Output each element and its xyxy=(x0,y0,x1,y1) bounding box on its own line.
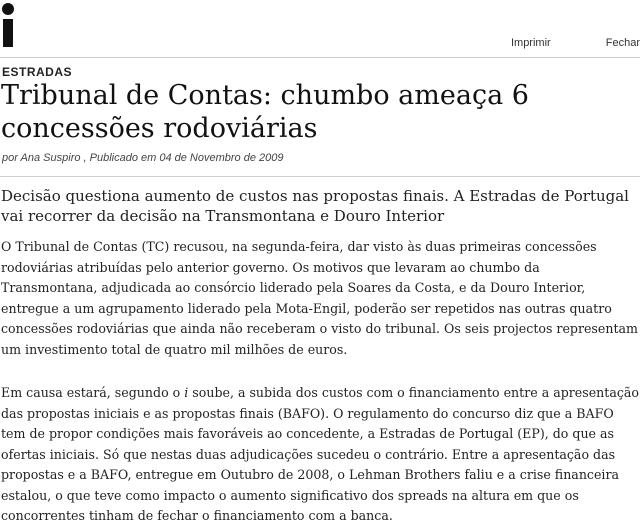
newspaper-logo xyxy=(2,3,14,47)
article-byline: por Ana Suspiro , Publicado em 04 de Novembro de 2009 xyxy=(2,152,284,164)
byline-divider xyxy=(0,176,640,177)
article-lead: Decisão questiona aumento de custos nas propostas finais. A Estradas de Portugal vai recorrer da decisão na Transmontana e Douro Interior xyxy=(1,187,629,225)
section-label: ESTRADAS xyxy=(2,65,73,79)
top-links xyxy=(459,37,640,49)
paragraph-2-text-end: soube, a subida dos custos com o financiamento entre a apresentação das propostas iniciais e as propostas finais (BAFO). O regulamento do concurso diz que a BAFO tem de propor condições mais favoráveis ao concedente, a Estradas de Portugal (EP), do que as ofertas iniciais. Só que nestas duas adjudicações sucedeu o contrário. Entre a apresentação das propostas e a BAFO, entregue em Outubro de 2008, o Lehman Brothers faliu e a crise financeira estalou, o que teve como impacto o aumento significativo dos spreads na altura em que os concorrentes tinham de fechar o financiamento com a banca. xyxy=(1,385,639,523)
article-paragraph-2 xyxy=(1,383,639,527)
close-link[interactable]: Fechar xyxy=(605,37,640,49)
article-paragraph-1: O Tribunal de Contas (TC) recusou, na segunda-feira, dar visto às duas primeiras concessões rodoviárias atribuídas pelo anterior governo. Os motivos que levaram ao chumbo da Transmontana, adjudicada ao consórcio liderado pela Soares da Costa, e da Douro Interior, entregue a um agrupamento liderado pela Mota-Engil, poderão ser repetidos nas outras quatro concessões rodoviárias que ainda não receberam o visto do tribunal. Os seis projectos representam um investimento total de quatro mil milhões de euros. xyxy=(1,239,638,357)
print-link[interactable]: Imprimir xyxy=(510,37,551,49)
top-divider xyxy=(0,57,640,58)
paragraph-2-text-start: Em causa estará, segundo o xyxy=(1,385,185,400)
logo-stem xyxy=(3,19,13,47)
logo-dot xyxy=(2,3,14,15)
newspaper-name: i xyxy=(184,385,189,400)
article-title: Tribunal de Contas: chumbo ameaça 6 concessões rodoviárias xyxy=(1,80,529,144)
